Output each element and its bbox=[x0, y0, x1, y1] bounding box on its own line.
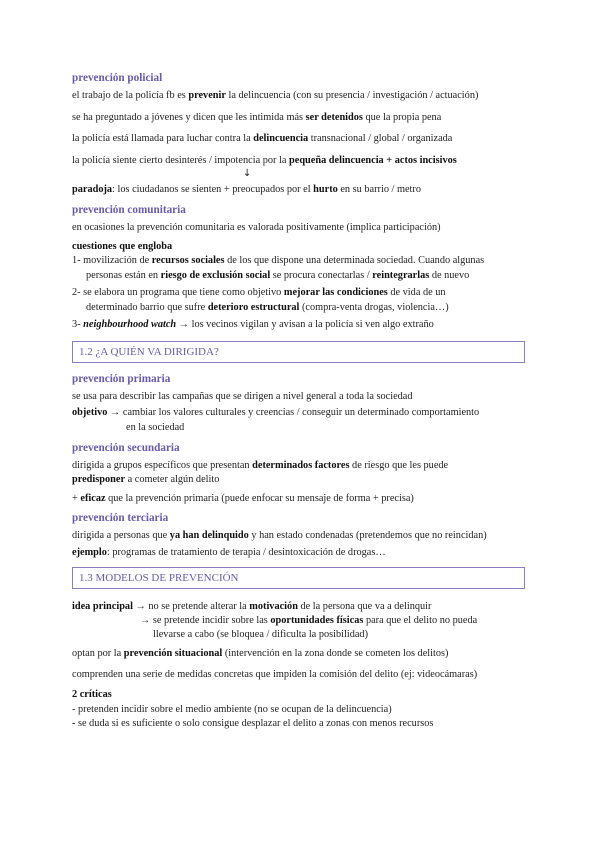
paragraph-continuation: llevarse a cabo (se bloquea / dificulta la posibilidad) bbox=[153, 629, 369, 640]
paragraph: dirigida a personas que ya han delinquido y han estado condenadas (pretendemos que no reincidan) bbox=[72, 530, 487, 541]
paragraph-continuation: en la sociedad bbox=[126, 422, 185, 433]
paragraph: se ha preguntado a jóvenes y dicen que les intimida más ser detenidos que la propia pena bbox=[72, 112, 442, 123]
paragraph: → se pretende incidir sobre las oportunidades físicas para que el delito no pueda bbox=[140, 615, 478, 626]
section-heading-box: 1.2 ¿A QUIÉN VA DIRIGIDA? bbox=[72, 341, 525, 363]
list-item-continuation: personas están en riesgo de exclusión social se procura conectarlas / reintegrarlas de nuevo bbox=[86, 270, 470, 281]
paragraph: + eficaz que la prevención primaria (puede enfocar su mensaje de forma + precisa) bbox=[72, 493, 414, 504]
heading-prevencion-policial: prevención policial bbox=[72, 72, 163, 84]
heading-prevencion-comunitaria: prevención comunitaria bbox=[72, 204, 186, 216]
subheading: 2 críticas bbox=[72, 689, 112, 700]
list-item-continuation: determinado barrio que sufre deterioro estructural (compra-venta drogas, violencia…) bbox=[86, 302, 449, 313]
section-heading-box: 1.3 MODELOS DE PREVENCIÓN bbox=[72, 567, 525, 589]
paragraph: se usa para describir las campañas que se dirigen a nivel general a toda la sociedad bbox=[72, 391, 413, 402]
list-item: - se duda si es suficiente o solo consigue desplazar el delito a zonas con menos recursos bbox=[72, 718, 434, 729]
list-item: 2- se elabora un programa que tiene como objetivo mejorar las condiciones de vida de un bbox=[72, 287, 446, 298]
heading-prevencion-secundaria: prevención secundaria bbox=[72, 442, 180, 454]
paragraph: en ocasiones la prevención comunitaria es valorada positivamente (implica participación) bbox=[72, 222, 441, 233]
paragraph: optan por la prevención situacional (intervención en la zona donde se cometen los delitos) bbox=[72, 648, 449, 659]
paragraph: idea principal → no se pretende alterar la motivación de la persona que va a delinquir bbox=[72, 601, 432, 612]
paragraph: predisponer a cometer algún delito bbox=[72, 474, 220, 485]
heading-prevencion-primaria: prevención primaria bbox=[72, 373, 171, 385]
paragraph: ejemplo: programas de tratamiento de terapia / desintoxicación de drogas… bbox=[72, 547, 386, 558]
list-item: - pretenden incidir sobre el medio ambiente (no se ocupan de la delincuencia) bbox=[72, 704, 392, 715]
paragraph: comprenden una serie de medidas concretas que impiden la comisión del delito (ej: videocámaras) bbox=[72, 669, 478, 680]
paragraph: la policía siente cierto desinterés / impotencia por la pequeña delincuencia + actos incisivos bbox=[72, 155, 457, 166]
paragraph: objetivo → cambiar los valores culturales y creencias / conseguir un determinado comportamiento bbox=[72, 407, 480, 418]
subheading: cuestiones que engloba bbox=[72, 241, 173, 252]
paragraph: paradoja: los ciudadanos se sienten + preocupados por el hurto en su barrio / metro bbox=[72, 184, 421, 195]
down-arrow-icon: ↓ bbox=[243, 168, 252, 179]
list-item: 3- neighbourhood watch → los vecinos vigilan y avisan a la policía si ven algo extraño bbox=[72, 319, 434, 330]
paragraph: el trabajo de la policía fb es prevenir la delincuencia (con su presencia / investigación / actuación) bbox=[72, 90, 479, 101]
paragraph: dirigida a grupos específicos que presentan determinados factores de riesgo que les puede bbox=[72, 460, 449, 471]
list-item: 1- movilización de recursos sociales de los que dispone una determinada sociedad. Cuando algunas bbox=[72, 255, 485, 266]
heading-prevencion-terciaria: prevención terciaria bbox=[72, 512, 169, 524]
paragraph: la policía está llamada para luchar contra la delincuencia transnacional / global / organizada bbox=[72, 133, 453, 144]
